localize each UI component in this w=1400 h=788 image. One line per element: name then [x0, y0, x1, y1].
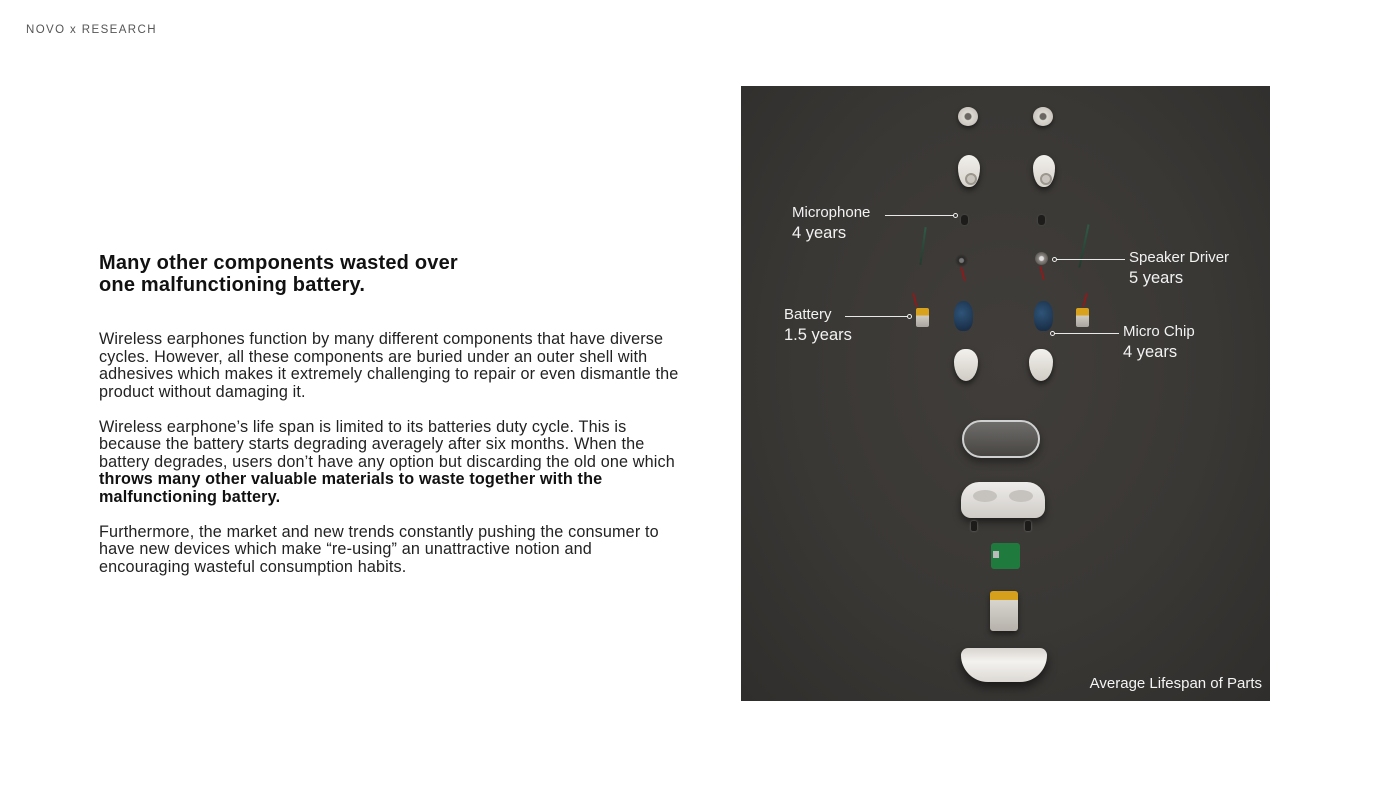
case-magnet-left-image	[971, 521, 977, 531]
leader-line-micro-chip	[1053, 333, 1119, 334]
callout-micro-chip-part: Micro Chip	[1123, 323, 1195, 340]
callout-micro-chip-lifespan: 4 years	[1123, 343, 1178, 361]
microphone-left-image	[961, 215, 968, 225]
exploded-earbuds-photo	[741, 86, 1270, 701]
callout-microphone-part: Microphone	[792, 204, 871, 221]
micro-chip-right-image	[1034, 301, 1053, 331]
case-lid-image	[962, 420, 1040, 458]
battery-right-image	[1076, 308, 1089, 327]
battery-wire-right-image	[1082, 293, 1088, 307]
speaker-driver-left-image	[955, 254, 968, 267]
paragraph-1: Wireless earphones function by many different components that have diverse cycles. However, all these components are buried under an outer shell with adhesives which makes it extremely challenging to repair or even dismantle the product without damaging it.	[99, 330, 679, 401]
case-battery-image	[990, 591, 1018, 631]
callout-battery	[784, 305, 852, 345]
headline-line-1: Many other components wasted over	[99, 252, 458, 274]
callout-battery-lifespan: 1.5 years	[784, 326, 852, 344]
figure-caption: Average Lifespan of Parts	[1089, 675, 1262, 692]
driver-wire-left-image	[960, 267, 966, 281]
micro-chip-left-image	[954, 301, 973, 331]
case-bottom-image	[961, 648, 1047, 682]
case-pcb-image	[991, 543, 1020, 569]
battery-wire-left-image	[912, 293, 918, 307]
speaker-driver-right-image	[1035, 252, 1048, 265]
paragraph-3: Furthermore, the market and new trends constantly pushing the consumer to have new devices which make “re-using” an unattractive notion and encouraging wasteful consumption habits.	[99, 522, 659, 576]
headline	[99, 252, 679, 296]
callout-microphone-lifespan: 4 years	[792, 224, 847, 242]
callout-microphone	[792, 203, 870, 243]
earbud-bottom-shell-left-image	[954, 349, 978, 381]
leader-line-speaker-driver	[1055, 259, 1125, 260]
callout-speaker-driver-part: Speaker Driver	[1129, 249, 1230, 266]
article	[99, 252, 679, 576]
callout-battery-part: Battery	[784, 306, 832, 323]
antenna-wire-right-image	[1078, 224, 1089, 267]
callout-speaker-driver-lifespan: 5 years	[1129, 269, 1184, 287]
ear-tip-right-image	[1033, 107, 1053, 126]
leader-dot-microphone	[953, 213, 958, 218]
leader-line-battery	[845, 316, 909, 317]
leader-dot-micro-chip	[1050, 331, 1055, 336]
driver-wire-right-image	[1039, 266, 1045, 280]
case-tray-image	[961, 482, 1045, 518]
ear-tip-left-image	[958, 107, 978, 126]
earbud-top-shell-left-image	[958, 155, 980, 187]
case-magnet-right-image	[1025, 521, 1031, 531]
paragraph-2	[99, 419, 679, 507]
paragraph-2-emphasis: throws many other valuable materials to waste together with the malfunctioning battery.	[99, 470, 603, 506]
antenna-wire-left-image	[919, 227, 926, 265]
leader-dot-battery	[907, 314, 912, 319]
leader-line-microphone	[885, 215, 955, 216]
earbud-bottom-shell-right-image	[1029, 349, 1053, 381]
leader-dot-speaker-driver	[1052, 257, 1057, 262]
headline-line-2: one malfunctioning battery.	[99, 274, 366, 296]
paragraph-2-regular: Wireless earphone’s life span is limited to its batteries duty cycle. This is because the battery starts degrading averagely after six months. When the battery degrades, users don’t have any option but discarding the old one which	[99, 417, 675, 471]
callout-micro-chip	[1123, 322, 1195, 362]
microphone-right-image	[1038, 215, 1045, 225]
earbud-top-shell-right-image	[1033, 155, 1055, 187]
brand-label: NOVO x RESEARCH	[26, 24, 157, 36]
callout-speaker-driver	[1129, 248, 1229, 288]
battery-left-image	[916, 308, 929, 327]
